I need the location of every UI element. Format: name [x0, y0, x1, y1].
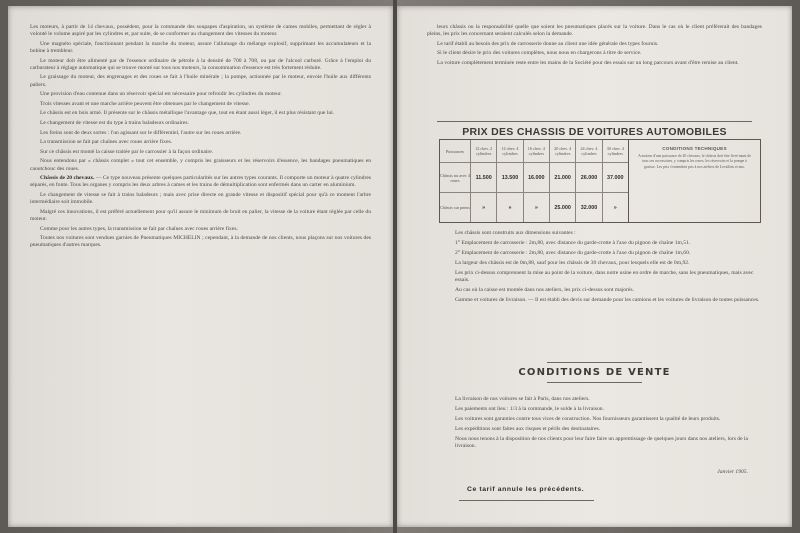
- price-cell: »: [613, 204, 617, 211]
- left-paragraph: Une magnéto spéciale, fonctionnant pendant la marche du moteur, assure l'allumage du mélange explosif, supprimant les accumulateurs et la bobine à trembleur.: [30, 40, 371, 54]
- price-cell: »: [497, 193, 523, 222]
- left-paragraph: Le châssis est en bois armé. Il présente sur le châssis métallique l'avantage que, tout en étant aussi léger, il est plus résistant que lui.: [40, 110, 335, 117]
- divider: [437, 121, 752, 122]
- right-paragraph: Nous nous tenons à la disposition de nos clients pour leur faire faire un apprentissage de quelques jours dans nos ateliers, lors de la livraison.: [455, 436, 748, 450]
- prix-title: PRIX DES CHASSIS DE VOITURES AUTOMOBILES: [462, 126, 727, 138]
- price-cell: 21.000: [550, 163, 576, 192]
- price-cell: 37.000: [607, 174, 624, 181]
- price-cell: 32.000: [576, 193, 602, 222]
- table-header-cell: Puissances: [440, 140, 471, 162]
- right-mid-text: [455, 230, 760, 307]
- price-cell: 25.000: [550, 193, 576, 222]
- price-cell: 16.000: [524, 163, 550, 192]
- price-cell: »: [471, 193, 497, 222]
- conditions-techniques-text: A moteur d'une puissance de 20 chevaux, le châssis doit être livré muni de tous ses accessoires, y compris les roues, les réservoirs et la pompe à graisse. Les prix s'entendent pris à nos ateliers de Levallois et nus.: [638, 154, 751, 169]
- left-paragraph: Malgré ces innovations, il est préféré actuellement pour qu'il assure le minimum de bruit en palier, la vitesse de la voiture étant réglée par celle du moteur.: [30, 208, 371, 222]
- divider: [459, 500, 594, 501]
- right-paragraph: La voiture complètement terminée reste entre les mains de la Société pour des essais sur un long parcours avant d'être remise au client.: [437, 59, 739, 66]
- price-cell: 13.500: [497, 163, 523, 192]
- conditions-techniques-box: [629, 140, 760, 222]
- divider: [547, 382, 642, 383]
- chassis-20-heading: Châssis de 20 chevaux.: [40, 175, 95, 182]
- conditions-vente-text: [455, 396, 760, 453]
- price-cell: 26.000: [576, 163, 602, 192]
- left-paragraph: Trois vitesses avant et une marche arrière peuvent être obtenues par le changement de vitesse.: [40, 100, 250, 107]
- table-row: [440, 193, 628, 222]
- price-table: [439, 139, 761, 223]
- right-paragraph: 2° Emplacement de carrosserie : 2m,80, avec distance du garde-crotte à l'axe du pignon de chaîne 1m,60.: [455, 250, 691, 256]
- right-paragraph: Si le client désire le prix des voitures complètes, nous nous en chargerons à titre de service.: [437, 50, 642, 57]
- table-header-cell: 12 chev. 2 cylindres: [471, 140, 497, 162]
- price-grid: [440, 140, 629, 222]
- left-text-column: [30, 24, 371, 252]
- right-top-text: [427, 24, 762, 70]
- left-paragraph: Le changement de vitesse se fait à trains baladeurs ; mais avec prise directe en grande vitesse et dispositif spécial pour qu'à ce moment l'arbre intermédiaire soit immobile.: [30, 191, 371, 206]
- right-paragraph: Le tarif établi au besoin des prix de carrosserie donne au client une idée générale des types fournis.: [437, 40, 659, 47]
- left-paragraph: Les freins sont de deux sortes : l'un agissant sur le différentiel, l'autre sur les roues arrière.: [40, 129, 242, 136]
- conditions-techniques-title: CONDITIONS TECHNIQUES: [662, 146, 727, 151]
- left-paragraph: La transmission se fait par chaînes avec roues arrière fixes.: [40, 139, 173, 146]
- left-paragraph: Les moteurs, à partir de 14 chevaux, possèdent, pour la commande des soupapes d'aspiration, un système de cames mobiles, permettant de régler à volonté le volume aspiré par les cylindres et, par suite, de se conformer au changement des vitesses du moteur.: [30, 24, 371, 38]
- right-paragraph: Les châssis sont construits aux dimensions suivantes :: [455, 230, 576, 236]
- left-paragraph: Nous entendons par « châssis complet » tout cet ensemble, y compris les graisseurs et les réservoirs d'essence, les bandages pneumatiques en caoutchouc des roues.: [30, 158, 371, 172]
- tarif-annule-note: Ce tarif annule les précédents.: [467, 486, 585, 493]
- right-paragraph: Les prix ci-dessus comprennent la mise au point de la voiture, dans notre usine en ordre de marche, sans les pneumatiques, mais avec essais.: [455, 270, 754, 284]
- row-label: Châssis nu avec 4 roues: [440, 163, 471, 192]
- right-paragraph: La largeur des châssis est de 0m,88, sauf pour les châssis de 30 chevaux, pour lesquels elle est de 0m,92.: [455, 260, 690, 266]
- left-paragraph: — Ce type nouveau présente quelques particularités sur les autres types courants. Il comporte un moteur à quatre cylindres séparés, en fonte. Tous les organes y compris les deux arbres à cames et les trains de démultiplication sont enfermés dans un carter en aluminium.: [30, 175, 371, 189]
- table-header-cell: 16 chev. 4 cylindres: [524, 140, 550, 162]
- right-paragraph: Les voitures sont garanties contre tous vices de construction. Nos fournisseurs garantissent la qualité de leurs produits.: [455, 416, 721, 422]
- right-paragraph: Les paiements ont lieu : 1/3 à la commande, le solde à la livraison.: [455, 406, 604, 412]
- left-page: [8, 6, 393, 527]
- left-paragraph: Le moteur doit être alimenté par de l'essence ordinaire de pétrole à la densité de 700 à 708, ou par de l'alcool carburé. Grâce à l'emploi du carburateur à réglage automatique qui se trouve monté sur tous nos moteurs, la consommation d'essence est très fortement réduite.: [30, 57, 371, 71]
- left-paragraph: Comme pour les autres types, la transmission se fait par chaînes avec roues arrière fixes.: [40, 225, 238, 232]
- right-paragraph: Les expéditions sont faites aux risques et périls des destinataires.: [455, 426, 601, 432]
- right-paragraph: Gamme et voitures de livraison. — Il est établi des devis sur demande pour les camions et les voitures de livraison de toutes puissances.: [455, 297, 760, 304]
- price-cell: »: [524, 193, 550, 222]
- table-header-cell: 24 chev. 4 cylindres: [576, 140, 602, 162]
- right-paragraph: La livraison de nos voitures se fait à Paris, dans nos ateliers.: [455, 396, 590, 402]
- left-paragraph: Une provision d'eau contenue dans un réservoir spécial est nécessaire pour refroidir les cylindres du moteur.: [40, 91, 282, 98]
- right-page: [397, 6, 792, 527]
- left-paragraph: Le graissage du moteur, des engrenages et des roues se fait à l'huile minérale ; la pompe, actionnée par le moteur, envoie l'huile aux différents paliers.: [30, 74, 371, 88]
- right-paragraph: 1° Emplacement de carrosserie : 2m,80, avec distance du garde-crotte à l'axe du pignon de chaîne 1m,51.: [455, 240, 691, 246]
- divider: [547, 362, 642, 363]
- table-row: [440, 163, 628, 193]
- document-date: Janvier 1905.: [717, 469, 748, 475]
- table-header-cell: 14 chev. 4 cylindres: [497, 140, 523, 162]
- conditions-vente-title: CONDITIONS DE VENTE: [518, 367, 671, 378]
- left-paragraph: Le changement de vitesse est du type à trains baladeurs ordinaires.: [40, 119, 189, 126]
- right-paragraph: Au cas où la caisse est montée dans nos ateliers, les prix ci-dessus sont majorés.: [455, 287, 634, 294]
- price-cell: 11.500: [471, 163, 497, 192]
- right-paragraph: leurs châssis ou la responsabilité quelle que soient les pneumatiques placés sur la voiture. Dans le cas où le client préférerait des bandages pleins, les prix les concernant seraient calculés selon la demande.: [427, 24, 762, 38]
- table-header-cell: 20 chev. 4 cylindres: [550, 140, 576, 162]
- table-header-cell: 30 chev. 4 cylindres: [606, 146, 624, 156]
- left-paragraph: Toutes nos voitures sont vendues garnies de Pneumatiques MICHELIN ; cependant, à la demande de nos clients, nous plaçons sur nos voitures des pneumatiques d'autres marques.: [30, 235, 371, 249]
- row-label: Châssis sur pneus: [440, 193, 471, 222]
- table-header-row: [440, 140, 628, 163]
- left-paragraph: Sur ce châssis est monté la caisse traitée par le carrossier à la façon ordinaire.: [40, 148, 214, 155]
